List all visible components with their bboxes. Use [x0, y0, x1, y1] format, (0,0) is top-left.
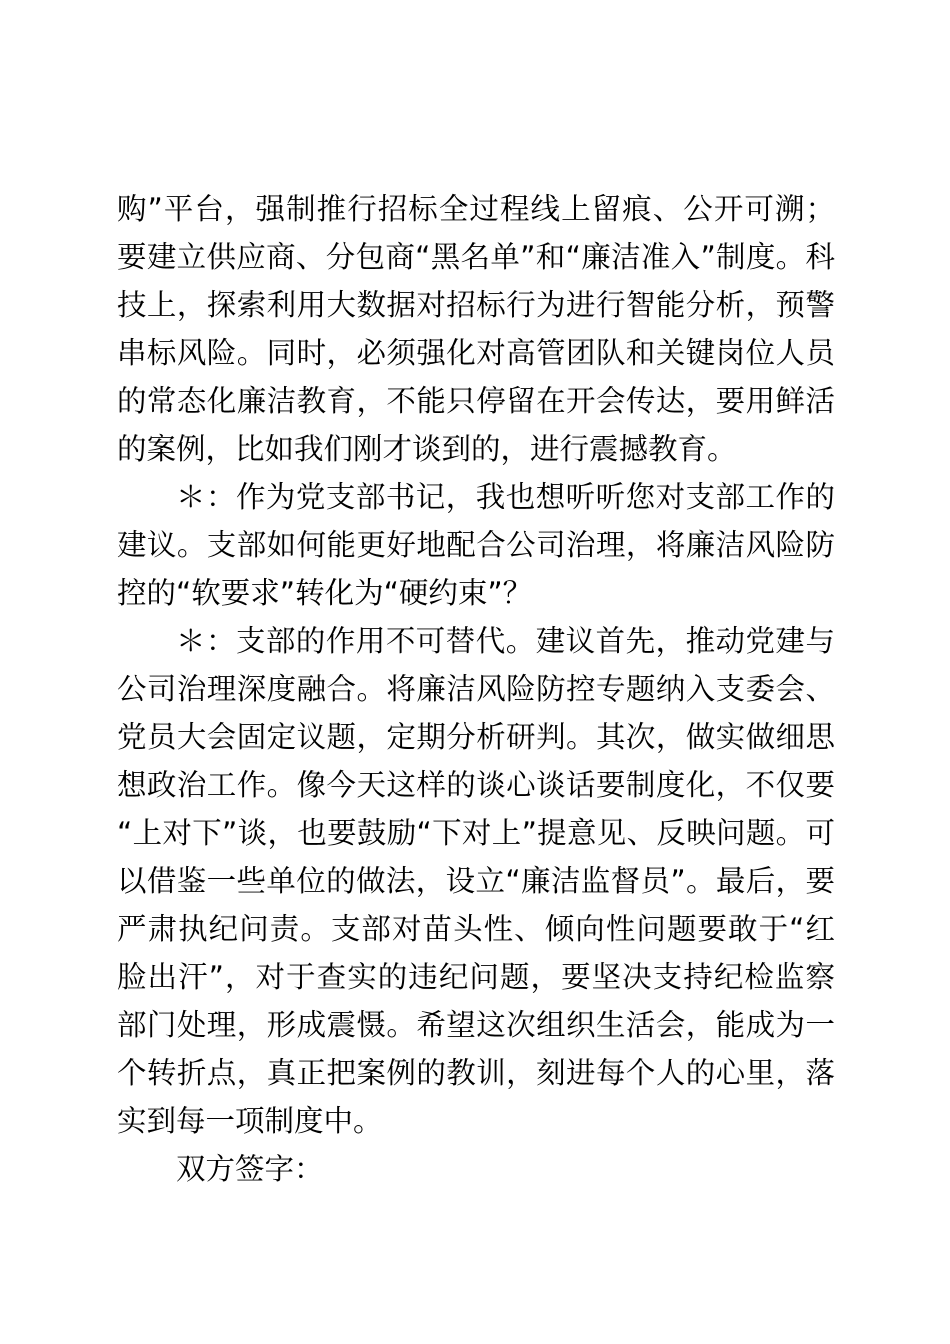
- signature-line: 双方签字：: [176, 1152, 324, 1186]
- paragraph-answer: ＊：支部的作用不可替代。建议首先，推动党建与公司治理深度融合。将廉洁风险防控专题纳入支委会、党员大会固定议题，定期分析研判。其次，做实做细思想政治工作。像今天这样的谈心谈话要制度化，不仅要“上对下”谈，也要鼓励“下对上”提意见、反映问题。可以借鉴一些单位的做法，设立“廉洁监督员”。最后，要严肃执纪问责。支部对苗头性、倾向性问题要敢于“红脸出汗”，对于查实的违纪问题，要坚决支持纪检监察部门处理，形成震慑。希望这次组织生活会，能成为一个转折点，真正把案例的教训，刻进每个人的心里，落实到每一项制度中。: [117, 624, 835, 1138]
- document-body: [117, 185, 835, 1193]
- paragraph-question: ＊：作为党支部书记，我也想听听您对支部工作的建议。支部如何能更好地配合公司治理，将廉洁风险防控的“软要求”转化为“硬约束”？: [117, 480, 835, 610]
- paragraph-continuation: 购”平台，强制推行招标全过程线上留痕、公开可溯；要建立供应商、分包商“黑名单”和“廉洁准入”制度。科技上，探索利用大数据对招标行为进行智能分析，预警串标风险。同时，必须强化对高管团队和关键岗位人员的常态化廉洁教育，不能只停留在开会传达，要用鲜活的案例，比如我们刚才谈到的，进行震撼教育。: [117, 192, 835, 466]
